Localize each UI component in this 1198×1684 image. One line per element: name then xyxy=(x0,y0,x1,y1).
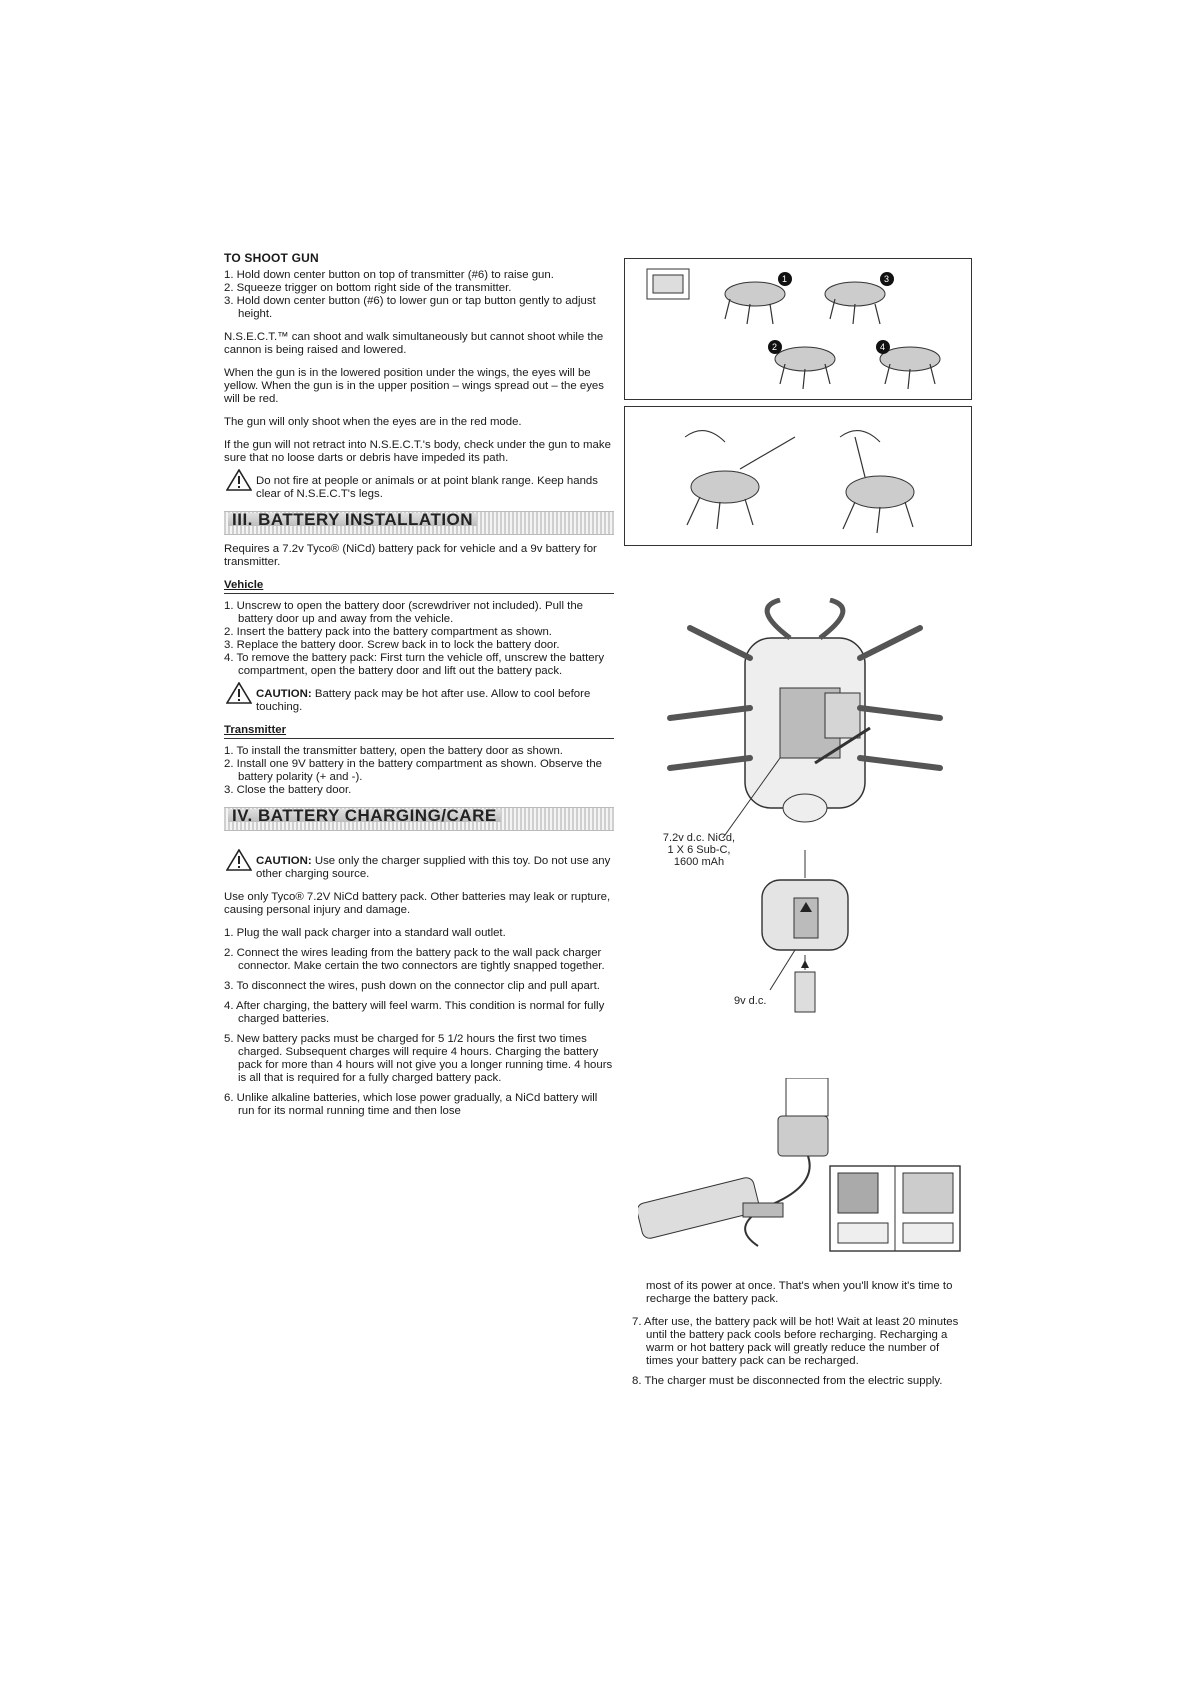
shoot-warning xyxy=(224,475,614,501)
shoot-warning-text: Do not fire at people or animals or at point blank range. Keep hands clear of N.S.E.C.T's legs. xyxy=(256,475,598,500)
battery-installation-title: III. BATTERY INSTALLATION xyxy=(228,513,477,526)
caution-text: Battery pack may be hot after use. Allow to cool before touching. xyxy=(256,688,591,713)
list-item: 5. New battery packs must be charged for 5 1/2 hours the first two times charged. Subsequent charges will require 4 hours. Charging the battery pack for more than 4 hours will not give you a longer running time. 4 hours is all that is required for a fully charged battery pack. xyxy=(224,1033,613,1084)
charging-steps-right xyxy=(632,1316,962,1388)
transmitter-battery-figure xyxy=(750,850,860,1030)
battery-charging-title: IV. BATTERY CHARGING/CARE xyxy=(228,809,501,822)
battery-installation-intro: Requires a 7.2v Tyco® (NiCd) battery pack for vehicle and a 9v battery for transmitter. xyxy=(224,543,597,568)
gun-steps-figure xyxy=(624,258,972,400)
list-item: 3. Hold down center button (#6) to lower gun or tap button gently to adjust height. xyxy=(224,295,596,320)
list-item: 2. Insert the battery pack into the battery compartment as shown. xyxy=(224,626,552,638)
vehicle-heading: Vehicle xyxy=(224,579,614,594)
nine-volt-label: 9v d.c. xyxy=(734,995,767,1007)
battery-pack-label-line-3: 1600 mAh xyxy=(673,856,725,868)
list-item: 1. Unscrew to open the battery door (screwdriver not included). Pull the battery door up and away from the vehicle. xyxy=(224,600,583,625)
step-number-1: 1 xyxy=(782,274,788,284)
list-item: 4. After charging, the battery will feel warm. This condition is normal for fully charged batteries. xyxy=(224,1000,605,1025)
step-number-4: 4 xyxy=(880,342,886,352)
list-item: 3. To disconnect the wires, push down on the connector clip and pull apart. xyxy=(224,980,600,992)
dart-loading-illustration xyxy=(625,407,971,545)
shoot-gun-para-3: The gun will only shoot when the eyes are in the red mode. xyxy=(224,416,522,428)
left-column xyxy=(224,252,614,1128)
vehicle-underside-illustration xyxy=(640,598,970,838)
shoot-gun-heading: TO SHOOT GUN xyxy=(224,251,319,265)
transmitter-heading: Transmitter xyxy=(224,724,614,739)
battery-installation-banner xyxy=(224,511,614,535)
list-item: 7. After use, the battery pack will be hot! Wait at least 20 minutes until the battery pack cools before recharging. Recharging a warm or hot battery pack will greatly reduce the number of times your battery pack can be recharged. xyxy=(632,1316,959,1367)
step-number-3: 3 xyxy=(884,274,890,284)
battery-pack-label-line-1: 7.2v d.c. NiCd, xyxy=(662,832,736,844)
vehicle-caution xyxy=(224,688,614,714)
battery-pack-label xyxy=(654,832,744,868)
dart-loading-figure xyxy=(624,406,972,546)
battery-pack-label-line-2: 1 X 6 Sub-C, xyxy=(667,844,731,856)
shoot-gun-para-2: When the gun is in the lowered position under the wings, the eyes will be yellow. When the gun is in the upper position – wings spread out – the eyes will be red. xyxy=(224,367,604,405)
warning-triangle-icon xyxy=(226,849,252,871)
charger-figure xyxy=(638,1078,968,1258)
list-item: 4. To remove the battery pack: First turn the vehicle off, unscrew the battery compartment, open the battery door and lift out the battery pack. xyxy=(224,652,605,677)
transmitter-steps xyxy=(224,745,614,797)
shoot-gun-para-1: N.S.E.C.T.™ can shoot and walk simultaneously but cannot shoot while the cannon is being raised and lowered. xyxy=(224,331,604,356)
charging-intro: Use only Tyco® 7.2V NiCd battery pack. Other batteries may leak or rupture, causing personal injury and damage. xyxy=(224,891,611,916)
step-number-2: 2 xyxy=(772,342,778,352)
list-item: 3. Close the battery door. xyxy=(224,784,352,796)
list-item: 1. Plug the wall pack charger into a standard wall outlet. xyxy=(224,927,506,939)
list-item: 1. To install the transmitter battery, open the battery door as shown. xyxy=(224,745,563,757)
list-item: 3. Replace the battery door. Screw back in to lock the battery door. xyxy=(224,639,560,651)
warning-triangle-icon xyxy=(226,469,252,491)
gun-steps-illustration xyxy=(625,259,971,399)
transmitter-illustration xyxy=(750,850,860,1030)
shoot-gun-steps xyxy=(224,269,614,321)
charging-continuation: most of its power at once. That's when you'll know it's time to recharge the battery pack. xyxy=(646,1280,953,1305)
list-item: 1. Hold down center button on top of transmitter (#6) to raise gun. xyxy=(224,269,554,281)
warning-triangle-icon xyxy=(226,682,252,704)
list-item: 6. Unlike alkaline batteries, which lose power gradually, a NiCd battery will run for its normal running time and then lose xyxy=(224,1092,598,1117)
battery-charging-banner xyxy=(224,807,614,831)
list-item: 8. The charger must be disconnected from the electric supply. xyxy=(632,1375,943,1387)
caution-text: Use only the charger supplied with this toy. Do not use any other charging source. xyxy=(256,855,611,880)
shoot-gun-para-4: If the gun will not retract into N.S.E.C.T.'s body, check under the gun to make sure that no loose darts or debris have impeded its path. xyxy=(224,439,611,464)
charging-steps xyxy=(224,927,614,1118)
vehicle-battery-figure xyxy=(640,598,970,838)
caution-label: CAUTION: xyxy=(256,688,312,700)
list-item: 2. Install one 9V battery in the battery compartment as shown. Observe the battery polarity (+ and -). xyxy=(224,758,602,783)
right-column-text xyxy=(632,1280,962,1398)
caution-label: CAUTION: xyxy=(256,855,312,867)
list-item: 2. Squeeze trigger on bottom right side of the transmitter. xyxy=(224,282,512,294)
list-item: 2. Connect the wires leading from the battery pack to the wall pack charger connector. Make certain the two connectors are tightly snapped together. xyxy=(224,947,605,972)
charging-caution xyxy=(224,855,614,881)
vehicle-steps xyxy=(224,600,614,678)
charger-illustration xyxy=(638,1078,968,1258)
